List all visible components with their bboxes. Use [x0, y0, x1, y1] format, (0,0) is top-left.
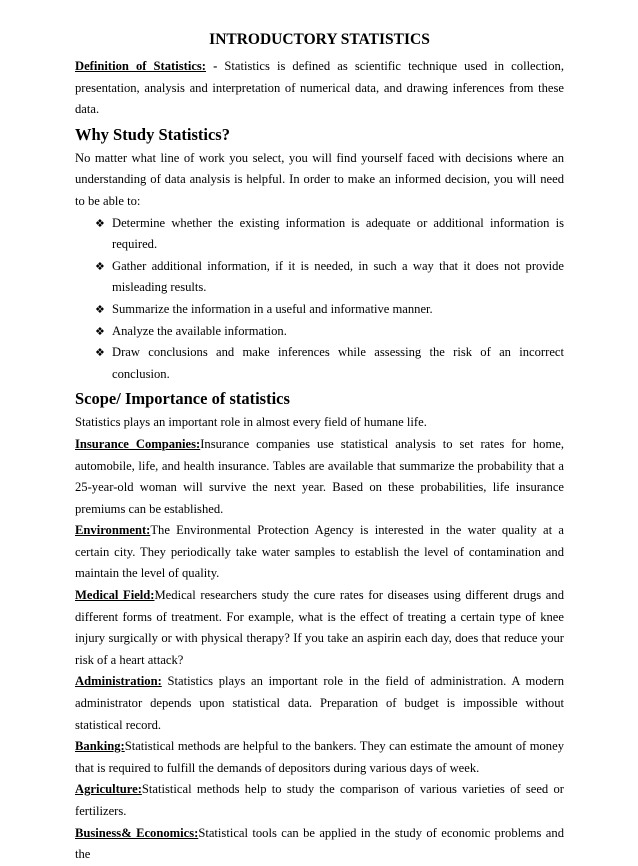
section-text: Statistical tools can be applied in the study of economic problems and the — [75, 825, 564, 862]
definition-dash: - — [206, 59, 225, 73]
section-text: The Environmental Protection Agency is interested in the water quality at a certain city. They periodically take water samples to establish the level of contamination and maintain the level of quality. — [75, 523, 564, 581]
bullet-item — [95, 299, 564, 321]
insurance-paragraph — [75, 434, 564, 520]
section-label: Medical Field: — [75, 588, 155, 603]
bullet-item — [95, 213, 564, 256]
administration-paragraph — [75, 671, 564, 736]
section-label: Environment: — [75, 523, 151, 538]
diamond-bullet-icon: ❖ — [95, 216, 105, 230]
definition-paragraph — [75, 56, 564, 121]
bullet-text: Draw conclusions and make inferences while assessing the risk of an incorrect conclusion. — [112, 345, 564, 381]
medical-paragraph — [75, 585, 564, 671]
environment-paragraph — [75, 520, 564, 585]
bullet-text: Determine whether the existing information is adequate or additional information is required. — [112, 215, 564, 252]
bullet-text: Gather additional information, if it is needed, in such a way that it does not provide misleading results. — [112, 258, 564, 295]
section-label: Agriculture: — [75, 782, 142, 797]
scope-intro: Statistics plays an important role in almost every field of humane life. — [75, 415, 427, 430]
diamond-bullet-icon: ❖ — [95, 302, 105, 316]
why-heading: Why Study Statistics? — [75, 124, 230, 144]
diamond-bullet-icon: ❖ — [95, 346, 105, 360]
section-label: Insurance Companies: — [75, 436, 201, 451]
why-bullet-list — [75, 213, 564, 386]
section-text: Insurance companies use statistical analysis to set rates for home, automobile, life, and health insurance. Tables are available that summarize the probability that a 25-year-old woman will survive the next year. Based on these probabilities, life insurance premiums can be established. — [75, 436, 564, 516]
definition-label: Definition of Statistics: — [75, 59, 206, 73]
section-label: Administration: — [75, 674, 162, 689]
section-label: Banking: — [75, 739, 125, 754]
agriculture-paragraph — [75, 779, 564, 822]
diamond-bullet-icon: ❖ — [95, 324, 105, 338]
section-text: Statistics plays an important role in the field of administration. A modern administrator depends upon statistical data. Preparation of budget is impossible without statistical record. — [75, 674, 564, 732]
section-text: Medical researchers study the cure rates for diseases using different drugs and different forms of treatment. For example, what is the effect of treating a certain type of knee injury surgically or with physical therapy? If you take an aspirin each day, does that reduce your risk of a heart attack? — [75, 588, 564, 667]
bullet-item — [95, 321, 564, 343]
banking-paragraph — [75, 736, 564, 779]
bullet-text: Summarize the information in a useful and informative manner. — [112, 301, 433, 316]
definition-text: Statistics is defined as scientific technique used in collection, presentation, analysis and interpretation of numerical data, and drawing inferences from these data. — [75, 59, 564, 117]
scope-heading: Scope/ Importance of statistics — [75, 389, 290, 409]
section-label: Business& Economics: — [75, 825, 199, 840]
diamond-bullet-icon: ❖ — [95, 259, 105, 273]
section-text: Statistical methods help to study the comparison of various varieties of seed or fertilizers. — [75, 782, 564, 818]
bullet-item — [95, 342, 564, 385]
bullet-item — [95, 256, 564, 299]
business-paragraph — [75, 823, 564, 866]
bullet-text: Analyze the available information. — [112, 323, 287, 338]
why-intro: No matter what line of work you select, you will find yourself faced with decisions where an understanding of data analysis is helpful. In order to make an informed decision, you will need to be able to: — [75, 150, 564, 208]
page-title: INTRODUCTORY STATISTICS — [209, 31, 430, 48]
section-text: Statistical methods are helpful to the bankers. They can estimate the amount of money that is required to fulfill the demands of depositors during various days of week. — [75, 739, 564, 775]
